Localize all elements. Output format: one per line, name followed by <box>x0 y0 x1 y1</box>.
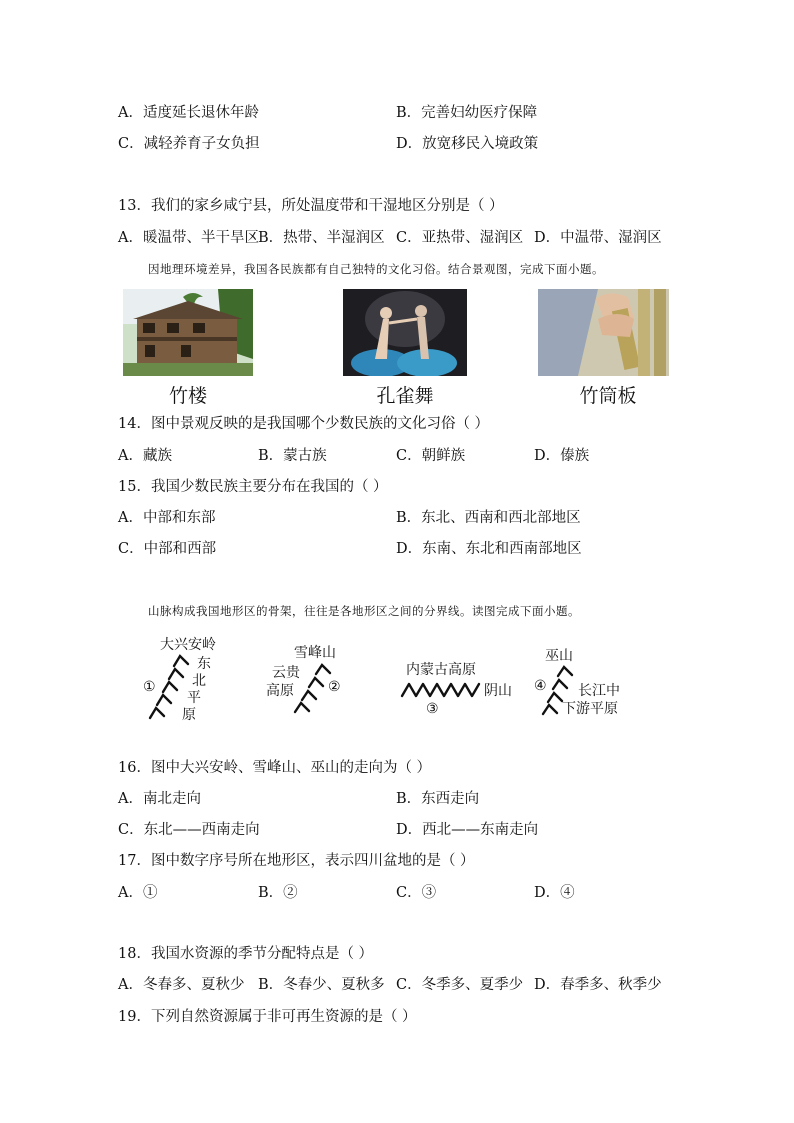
peacock-dance-photo <box>343 289 467 376</box>
q15-option-b: B．东北、西南和西北部地区 <box>396 510 581 526</box>
q13-stem: 13．我们的家乡咸宁县，所处温度带和干湿地区分别是（ ） <box>118 198 504 214</box>
q16-option-b: B．东西走向 <box>396 791 480 807</box>
q16-option-a: A．南北走向 <box>118 791 201 807</box>
diagram1-region-char-2: 北 <box>192 673 206 689</box>
diagram3-mountain-label: 阴山 <box>484 683 512 699</box>
diagram3-number: ③ <box>426 701 439 717</box>
q18-option-c: C．冬季多、夏季少 <box>396 977 524 993</box>
q12-option-c: C．减轻养育子女负担 <box>118 136 260 152</box>
diagram4-mountain-label: 巫山 <box>545 648 573 664</box>
q14-option-d: D．傣族 <box>534 448 590 464</box>
diagram4-number: ④ <box>534 678 547 694</box>
diagram2-region-line-2: 高原 <box>266 683 294 699</box>
q15-option-c: C．中部和西部 <box>118 541 217 557</box>
q15-option-d: D．东南、东北和西南部地区 <box>396 541 582 557</box>
q16-option-c: C．东北——西南走向 <box>118 822 260 838</box>
q18-option-a: A．冬春多、夏秋少 <box>118 977 245 993</box>
q18-option-b: B．冬春少、夏秋多 <box>258 977 385 993</box>
q14-option-b: B．蒙古族 <box>258 448 327 464</box>
q18-stem: 18．我国水资源的季节分配特点是（ ） <box>118 946 374 962</box>
diagram3-mountain-range <box>400 680 484 700</box>
q16-stem: 16．图中大兴安岭、雪峰山、巫山的走向为（ ） <box>118 760 432 776</box>
q14-stem: 14．图中景观反映的是我国哪个少数民族的文化习俗（ ） <box>118 416 490 432</box>
mountain-intro: 山脉构成我国地形区的骨架，往往是各地形区之间的分界线。读图完成下面小题。 <box>148 604 580 618</box>
photo-caption-bamboo-tube: 竹筒板 <box>579 385 637 407</box>
diagram2-number: ② <box>328 679 341 695</box>
q15-option-a: A．中部和东部 <box>118 510 216 526</box>
q17-stem: 17．图中数字序号所在地形区，表示四川盆地的是（ ） <box>118 853 475 869</box>
q14-option-c: C．朝鲜族 <box>396 448 466 464</box>
diagram4-region-line-1: 长江中 <box>578 683 620 699</box>
q18-option-d: D．春季多、秋季少 <box>534 977 662 993</box>
q17-option-b: B．② <box>258 885 298 901</box>
diagram1-region-char-3: 平 <box>187 690 201 706</box>
q13-option-a: A．暖温带、半干旱区 <box>118 230 259 246</box>
q16-option-d: D．西北——东南走向 <box>396 822 539 838</box>
q17-option-d: D．④ <box>534 885 575 901</box>
q15-stem: 15．我国少数民族主要分布在我国的（ ） <box>118 479 388 495</box>
diagram1-region-char-4: 原 <box>182 707 196 723</box>
diagram2-mountain-label: 雪峰山 <box>294 645 336 661</box>
diagram2-region-line-1: 云贵 <box>272 665 300 681</box>
photo-caption-peacock-dance: 孔雀舞 <box>376 385 434 407</box>
q13-option-c: C．亚热带、湿润区 <box>396 230 524 246</box>
q14-option-a: A．藏族 <box>118 448 172 464</box>
culture-intro: 因地理环境差异，我国各民族都有自己独特的文化习俗。结合景观图，完成下面小题。 <box>148 262 604 276</box>
diagram1-mountain-label: 大兴安岭 <box>160 637 216 653</box>
q12-option-a: A．适度延长退休年龄 <box>118 105 259 121</box>
diagram3-region-label: 内蒙古高原 <box>406 662 476 678</box>
q12-option-d: D．放宽移民入境政策 <box>396 136 539 152</box>
q12-option-b: B．完善妇幼医疗保障 <box>396 105 538 121</box>
bamboo-house-photo <box>123 289 253 376</box>
q17-option-a: A．① <box>118 885 158 901</box>
q19-stem: 19．下列自然资源属于非可再生资源的是（ ） <box>118 1009 417 1025</box>
diagram1-region-char-1: 东 <box>197 656 211 672</box>
diagram1-number: ① <box>143 679 156 695</box>
q13-option-d: D．中温带、湿润区 <box>534 230 662 246</box>
photo-caption-bamboo-house: 竹楼 <box>168 385 207 407</box>
bamboo-tube-rice-photo <box>538 289 669 376</box>
q13-option-b: B．热带、半湿润区 <box>258 230 385 246</box>
q17-option-c: C．③ <box>396 885 437 901</box>
diagram4-region-line-2: 下游平原 <box>562 701 618 717</box>
